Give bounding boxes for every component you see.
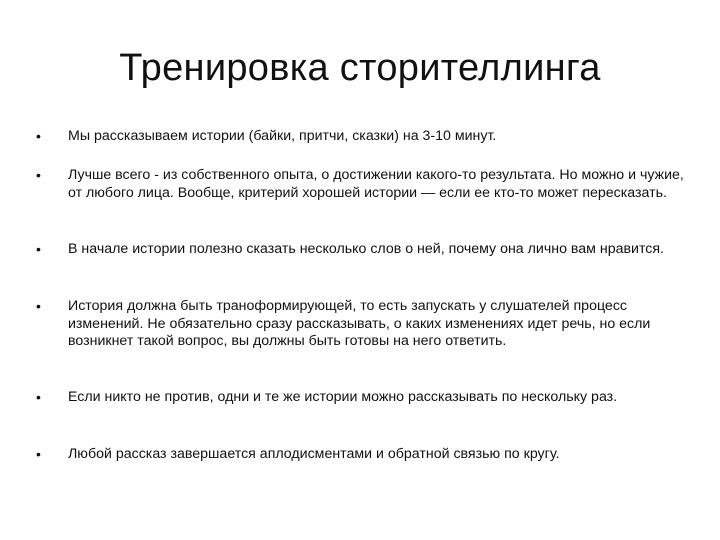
bullet-marker: • <box>36 389 41 405</box>
bullet-text: Любой рассказ завершается аплодисментами и обратной связью по кругу. <box>68 446 560 462</box>
bullet-text: Если никто не против, одни и те же истории можно рассказывать по нескольку раз. <box>68 389 618 405</box>
bullet-item <box>36 128 686 146</box>
bullet-marker: • <box>36 167 41 183</box>
bullet-marker: • <box>36 446 41 462</box>
bullet-text: Мы рассказываем истории (байки, притчи, сказки) на 3-10 минут. <box>68 128 497 144</box>
bullet-item <box>36 167 686 202</box>
bullet-item <box>36 298 686 351</box>
bullet-text: История должна быть траноформирующей, то есть запускать у слушателей процесс изменений. Не обязательно сразу рассказывать, о каких изменениях идет речь, но если возникнет такой вопрос, вы должны быть готовы на него ответить. <box>68 298 651 349</box>
bullet-item <box>36 446 686 464</box>
bullet-text: Лучше всего - из собственного опыта, о достижении какого-то результата. Но можно и чужие, от любого лица. Вообще, критерий хорошей истории — если ее кто-то может пересказать. <box>68 167 684 201</box>
slide-title: Тренировка сторителлинга <box>119 47 601 89</box>
bullet-item <box>36 241 686 259</box>
bullet-marker: • <box>36 298 41 314</box>
bullet-marker: • <box>36 128 41 144</box>
bullet-text: В начале истории полезно сказать несколько слов о ней, почему она лично вам нравится. <box>68 241 664 257</box>
bullet-marker: • <box>36 241 41 257</box>
bullet-item <box>36 389 686 407</box>
